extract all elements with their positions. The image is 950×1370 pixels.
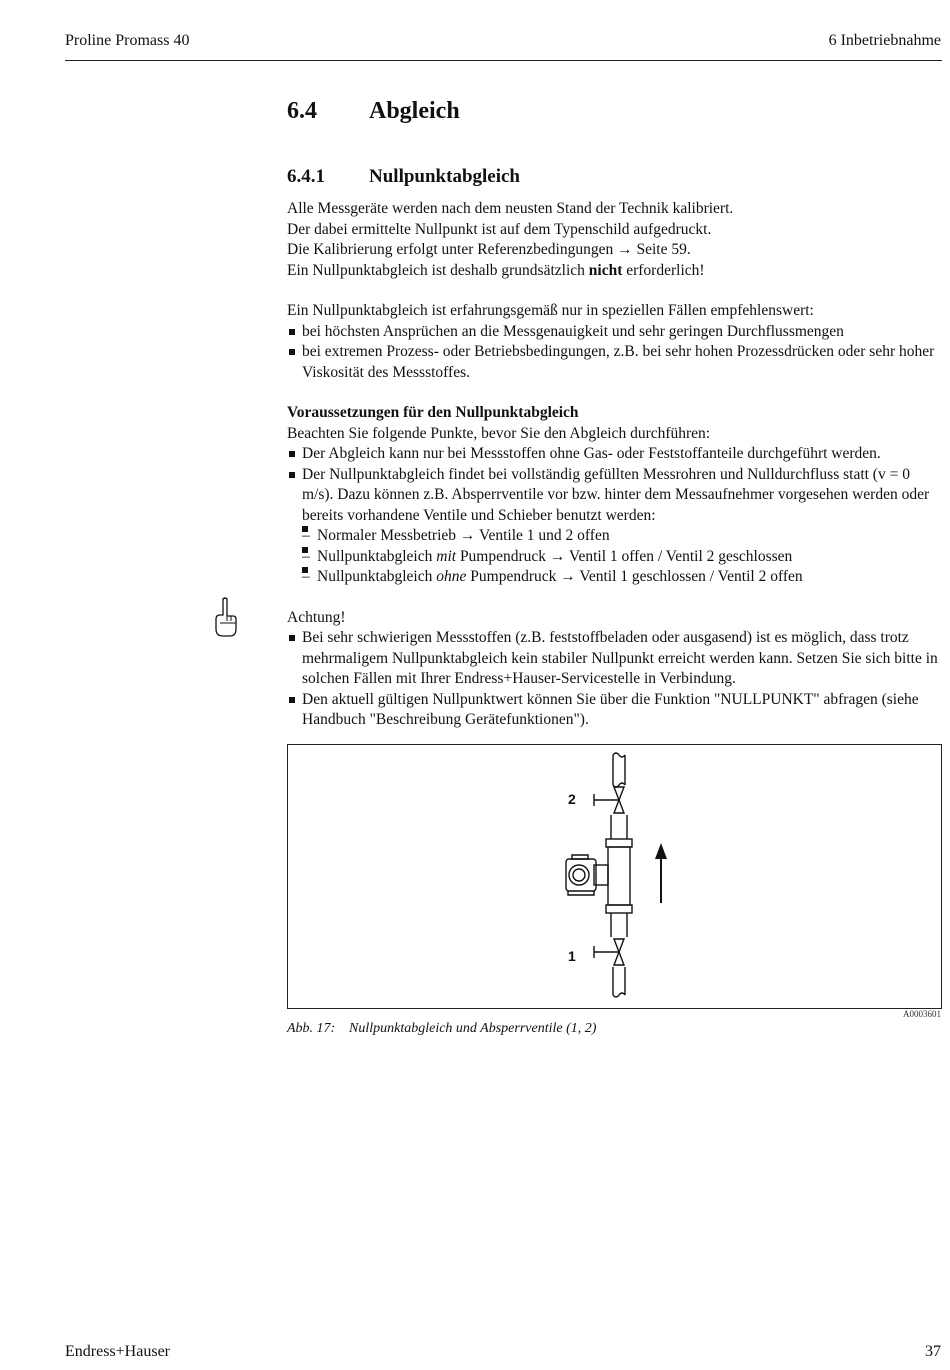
valve-diagram — [288, 745, 941, 1008]
recommend-lead: Ein Nullpunktabgleich ist erfahrungsgemäß nur in speziellen Fällen empfehlenswert: — [287, 302, 814, 319]
dash-text: Ventil 1 offen / Ventil 2 geschlossen — [565, 547, 793, 565]
caution-list — [287, 628, 943, 731]
dash-text: Ventil 1 geschlossen / Ventil 2 offen — [575, 568, 803, 585]
dash-text: Pumpendruck — [456, 547, 550, 565]
dash-text: Nullpunktabgleich — [317, 547, 437, 565]
arrow-icon: → — [459, 527, 476, 544]
dash-text: Normaler Messbetrieb — [317, 527, 460, 544]
subsection-title: Nullpunktabgleich — [369, 166, 520, 187]
intro-text: Die Kalibrierung erfolgt unter Referenzbedingungen — [287, 241, 618, 258]
arrow-icon: → — [560, 568, 576, 585]
figure-id: A0003601 — [903, 1009, 941, 1019]
recommend-paragraph — [287, 301, 943, 383]
dash-text: Nullpunktabgleich — [317, 568, 437, 585]
caution-block — [287, 608, 943, 731]
arrow-icon: → — [617, 241, 633, 258]
arrow-icon: → — [549, 547, 566, 565]
dash-item — [302, 547, 943, 568]
caution-title: Achtung! — [287, 608, 346, 626]
figure-frame — [287, 744, 942, 1009]
list-item-text: Der Nullpunktabgleich findet bei vollständig gefüllten Messrohren und Nulldurchfluss statt (v = 0 m/s). Dazu können z.B. Absperrventile vor bzw. hinter dem Messaufnehmer vorgesehen werden oder bereits vorhandene Ventile und Schieber benutzt werden: — [302, 465, 930, 524]
intro-paragraph — [287, 199, 943, 281]
list-item: Den aktuell gültigen Nullpunktwert können Sie über die Funktion "NULLPUNKT" abfragen (siehe Handbuch "Beschreibung Gerätefunktionen"). — [287, 690, 943, 731]
list-item — [287, 465, 943, 588]
dash-text: Pumpendruck — [466, 568, 561, 585]
figure-caption — [287, 1021, 596, 1037]
prereq-lead: Beachten Sie folgende Punkte, bevor Sie den Abgleich durchführen: — [287, 424, 711, 442]
main-content — [287, 94, 943, 731]
emphasis: ohne — [436, 568, 467, 585]
list-item: Bei sehr schwierigen Messstoffen (z.B. feststoffbeladen oder ausgasend) ist es möglich, dass trotz mehrmaligem Nullpunktabgleich kein stabiler Nullpunkt erreicht werden kann. Setzen Sie sich bitte in solchen Fällen mit Ihrer Endress+Hauser-Servicestelle in Verbindung. — [287, 628, 943, 690]
intro-line — [287, 240, 943, 261]
dash-item — [302, 567, 943, 588]
pointing-hand-icon — [213, 597, 239, 639]
list-item: bei extremen Prozess- oder Betriebsbedingungen, z.B. bei sehr hohen Prozessdrücken oder sehr hoher Viskosität des Messstoffes. — [287, 342, 943, 383]
emphasis: mit — [436, 547, 457, 565]
valve-label-2: 2 — [568, 791, 576, 807]
subsection-number: 6.4.1 — [287, 166, 325, 187]
caption-number: Abb. 17: — [287, 1021, 336, 1036]
section-heading — [287, 94, 943, 128]
section-title: Abgleich — [369, 98, 460, 124]
header-rule — [65, 60, 942, 61]
page-reference: Seite 59. — [632, 241, 691, 258]
caption-text: Nullpunktabgleich und Absperrventile (1, 2) — [349, 1021, 597, 1036]
intro-line — [287, 261, 943, 282]
recommend-list — [287, 322, 943, 384]
list-item: bei höchsten Ansprüchen an die Messgenauigkeit und sehr geringen Durchflussmengen — [287, 322, 943, 343]
intro-text: Ein Nullpunktabgleich ist deshalb grundsätzlich — [287, 261, 589, 279]
dash-item — [302, 526, 943, 547]
prereq-section — [287, 403, 943, 588]
emphasis: nicht — [588, 261, 623, 279]
valve-list — [302, 526, 943, 588]
dash-text: Ventile 1 und 2 offen — [475, 527, 610, 544]
subsection-heading — [287, 164, 943, 190]
footer-company: Endress+Hauser — [65, 1343, 170, 1360]
intro-line: Alle Messgeräte werden nach dem neusten Stand der Technik kalibriert. — [287, 200, 734, 217]
section-number: 6.4 — [287, 98, 317, 124]
intro-line: Der dabei ermittelte Nullpunkt ist auf dem Typenschild aufgedruckt. — [287, 220, 712, 238]
intro-text: erforderlich! — [622, 261, 705, 279]
valve-label-1: 1 — [568, 948, 576, 964]
header-title: Proline Promass 40 — [65, 32, 190, 49]
prereq-list — [287, 444, 943, 588]
list-item: Der Abgleich kann nur bei Messstoffen ohne Gas- oder Feststoffanteile durchgeführt werden. — [287, 444, 943, 465]
page-number: 37 — [925, 1343, 941, 1360]
header-chapter: 6 Inbetriebnahme — [828, 32, 941, 49]
prereq-heading: Voraussetzungen für den Nullpunktabgleich — [287, 404, 579, 421]
